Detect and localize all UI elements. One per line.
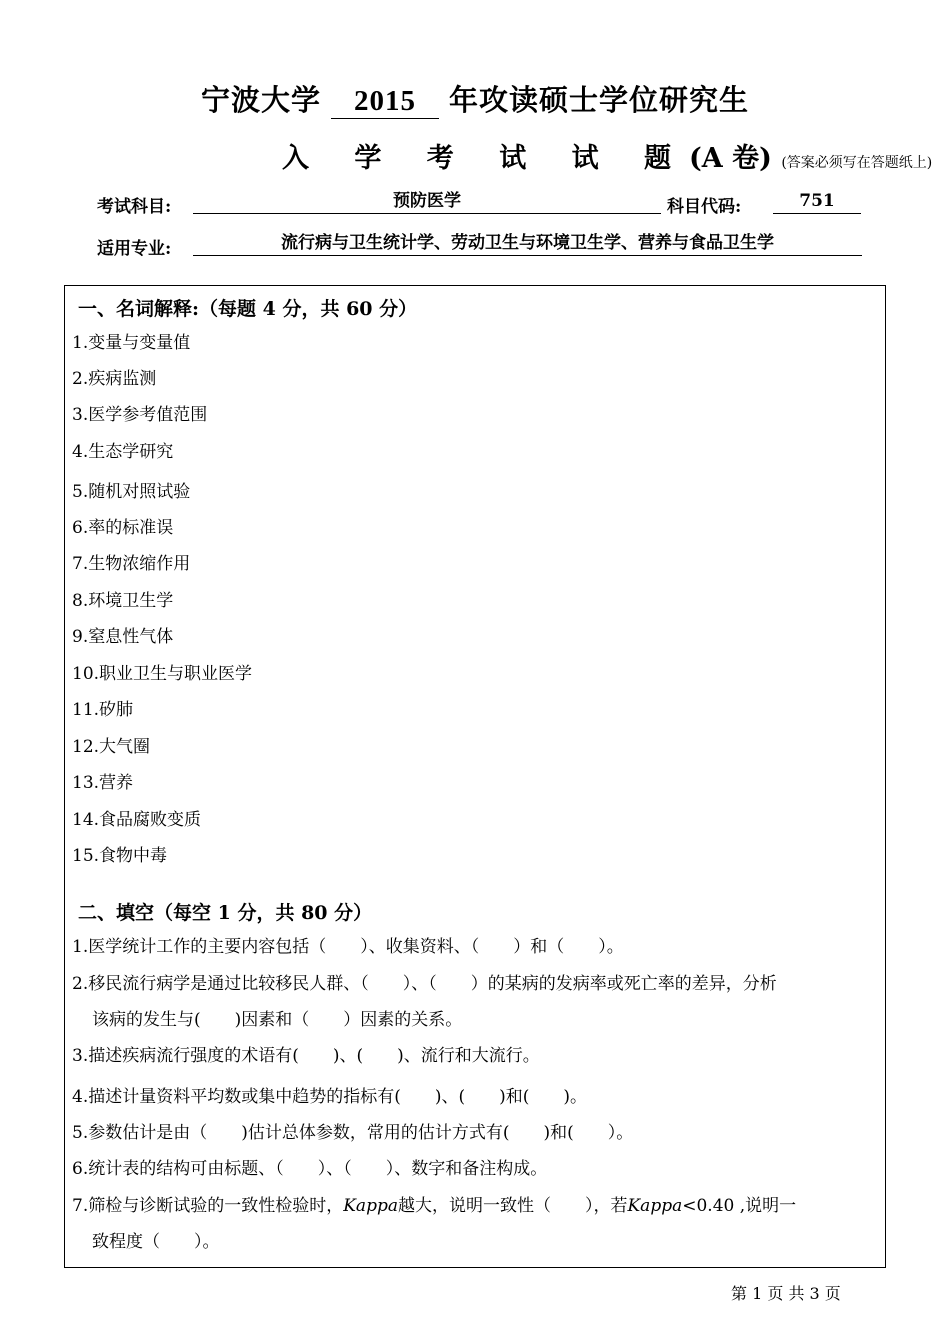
title-suffix: 年攻读硕士学位研究生: [449, 83, 750, 117]
exam-title: 入 学 考 试 试 题: [282, 143, 689, 174]
university-name: 宁波大学: [200, 83, 321, 117]
paper-version: (A 卷): [689, 143, 772, 174]
fill-question-7: [72, 1195, 796, 1217]
fill-question-5: 5.参数估计是由（ )估计总体参数，常用的估计方式有( )和( ）。: [72, 1123, 634, 1143]
code-value: 751: [773, 189, 861, 214]
term-item: 15.食物中毒: [72, 846, 168, 866]
term-item: 14.食品腐败变质: [72, 810, 202, 830]
term-item: 13.营养: [72, 773, 134, 793]
fill-question-3: 3.描述疾病流行强度的术语有( )、( )、流行和大流行。: [72, 1046, 540, 1066]
exam-subtitle: [282, 136, 932, 175]
term-item: 6.率的标准误: [72, 518, 174, 538]
page-number: 第 1 页 共 3 页: [731, 1284, 841, 1303]
q7-text-3: <0.40 ,说明一: [682, 1196, 797, 1216]
q7-text-1: 7.筛检与诊断试验的一致性检验时，: [72, 1196, 344, 1216]
term-item: 3.医学参考值范围: [72, 405, 208, 425]
fill-question-7-cont: 致程度（ ）。: [92, 1232, 220, 1252]
kappa-term: Kappa: [627, 1196, 683, 1216]
exam-year: 2015: [331, 85, 439, 119]
fill-question-2: 2.移民流行病学是通过比较移民人群、（ ）、（ ）的某病的发病率或死亡率的差异，分析: [72, 974, 777, 994]
subject-value: 预防医学: [193, 189, 661, 214]
fill-question-6: 6.统计表的结构可由标题、（ ）、（ ）、数字和备注构成。: [72, 1159, 548, 1179]
term-item: 12.大气圈: [72, 737, 151, 757]
question-box: [64, 285, 886, 1268]
term-item: 7.生物浓缩作用: [72, 554, 191, 574]
term-item: 9.窒息性气体: [72, 627, 174, 647]
section1-heading: 一、名词解释:（每题 4 分，共 60 分）: [78, 298, 418, 320]
fill-question-4: 4.描述计量资料平均数或集中趋势的指标有( )、( )和( )。: [72, 1087, 588, 1107]
subject-label: 考试科目:: [97, 197, 172, 217]
q7-text-2: 越大，说明一致性（ ），若: [397, 1196, 628, 1216]
major-value: 流行病与卫生统计学、劳动卫生与环境卫生学、营养与食品卫生学: [193, 231, 862, 256]
fill-question-2-cont: 该病的发生与( )因素和（ ）因素的关系。: [92, 1010, 463, 1030]
term-item: 4.生态学研究: [72, 442, 174, 462]
term-item: 11.矽肺: [72, 700, 134, 720]
exam-main-title: [0, 78, 950, 119]
answer-note: (答案必须写在答题纸上): [781, 155, 933, 171]
term-item: 8.环境卫生学: [72, 591, 174, 611]
section2-heading: 二、填空（每空 1 分，共 80 分）: [78, 902, 373, 924]
term-item: 5.随机对照试验: [72, 482, 191, 502]
term-item: 2.疾病监测: [72, 369, 157, 389]
code-label: 科目代码:: [667, 197, 742, 217]
fill-question-1: 1.医学统计工作的主要内容包括（ ）、收集资料、（ ）和（ ）。: [72, 937, 624, 957]
term-item: 10.职业卫生与职业医学: [72, 664, 253, 684]
term-item: 1.变量与变量值: [72, 333, 191, 353]
kappa-term: Kappa: [343, 1196, 398, 1216]
major-label: 适用专业:: [97, 239, 172, 259]
